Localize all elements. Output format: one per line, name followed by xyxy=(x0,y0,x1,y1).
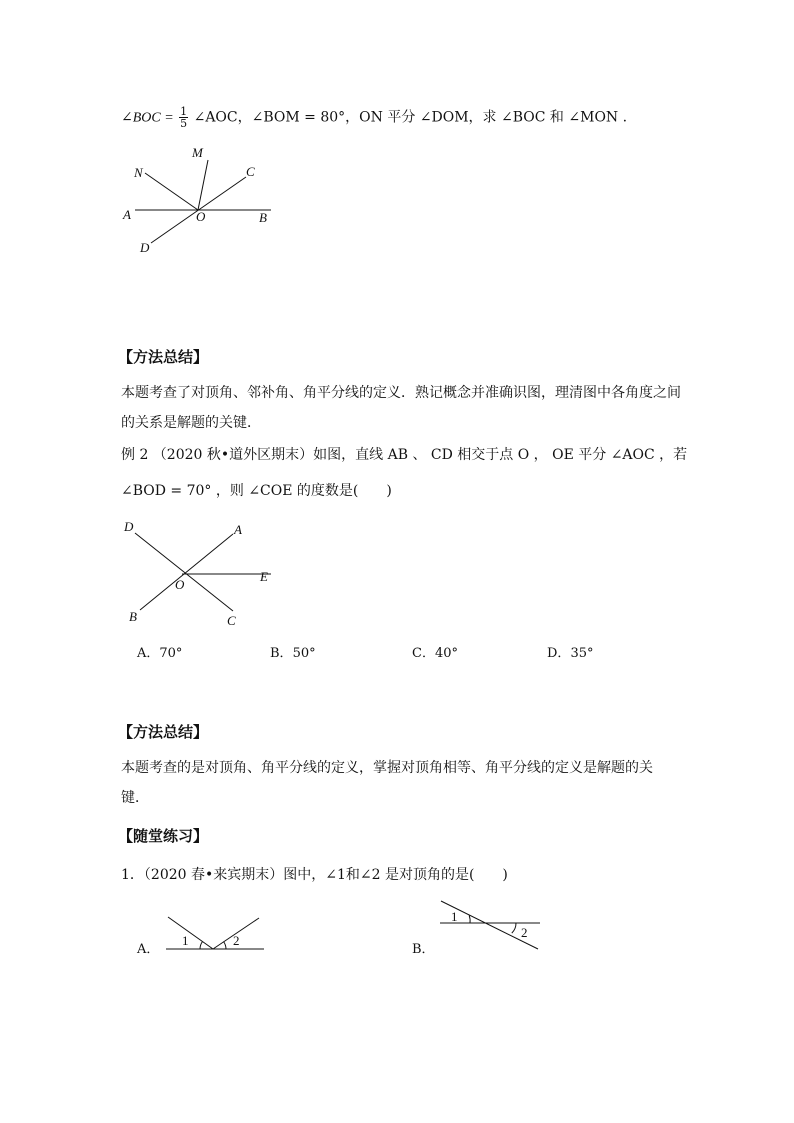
label-b: B xyxy=(129,609,137,624)
line-ba xyxy=(140,534,233,610)
fraction-numerator: 1 xyxy=(180,105,188,118)
label-e: E xyxy=(260,569,268,584)
fraction-denominator: 5 xyxy=(180,117,188,130)
section-heading-practice: 【随堂练习】 xyxy=(118,827,209,845)
option-b-value: 50° xyxy=(292,646,316,661)
label-c: C xyxy=(246,164,255,179)
ray-om xyxy=(198,160,208,210)
ray-on xyxy=(145,173,198,210)
option-a-letter: A． xyxy=(137,646,160,661)
label-a: A xyxy=(123,207,131,222)
fraction-one-fifth xyxy=(179,106,188,129)
angle-1-arc xyxy=(200,942,203,950)
summary-line-2: 的关系是解题的关键． xyxy=(121,415,261,431)
example-2-line-1: 例 2 （2020 秋•道外区期末）如图，直线 AB 、 CD 相交于点 O ， OE 平分 ∠AOC ，若 xyxy=(121,447,688,463)
label-c: C xyxy=(227,613,236,628)
intro-part2: ∠AOC，∠BOM = 80°，ON 平分 ∠DOM，求 ∠BOC 和 ∠MON . xyxy=(193,109,628,126)
option-d[interactable] xyxy=(547,644,593,664)
option-c[interactable] xyxy=(412,644,458,664)
option-b[interactable] xyxy=(270,644,316,664)
label-b: B xyxy=(259,210,267,225)
choice-a-figure xyxy=(160,910,270,955)
label-o: O xyxy=(196,209,206,224)
angle-2-arc xyxy=(224,942,227,950)
option-d-value: 35° xyxy=(570,646,594,661)
option-a-value: 70° xyxy=(159,646,183,661)
angle-1-arc xyxy=(469,915,470,923)
option-c-value: 40° xyxy=(434,646,458,661)
section-heading-method-summary-2: 【方法总结】 xyxy=(118,723,209,741)
label-n: N xyxy=(134,165,143,180)
option-a[interactable] xyxy=(137,644,182,664)
option-b-letter: B． xyxy=(270,646,293,661)
figure-1-diagram xyxy=(115,140,285,260)
angle-1-label: 1 xyxy=(182,933,189,948)
angle-2-arc xyxy=(512,923,516,933)
label-a: A xyxy=(234,522,242,537)
choice-b-label[interactable]: B． xyxy=(412,942,435,957)
choice-a-label[interactable]: A． xyxy=(137,942,160,957)
practice-question-1: 1．（2020 春•来宾期末）图中，∠1和∠2 是对顶角的是( ) xyxy=(121,867,508,883)
line-dc xyxy=(135,533,233,611)
option-d-letter: D． xyxy=(547,646,571,661)
angle-2-label: 2 xyxy=(521,925,528,940)
label-d: D xyxy=(140,240,150,255)
angle-1-label: 1 xyxy=(451,909,458,924)
figure-2-diagram xyxy=(115,515,285,635)
example-2-line-2: ∠BOD = 70° ，则 ∠COE 的度数是( ) xyxy=(121,483,392,499)
label-d: D xyxy=(124,519,134,534)
label-o: O xyxy=(175,577,185,592)
section-heading-method-summary: 【方法总结】 xyxy=(118,348,209,366)
intro-part1: ∠BOC = xyxy=(121,110,174,126)
label-m: M xyxy=(192,145,203,160)
angle-2-label: 2 xyxy=(233,933,240,948)
choice-b-figure xyxy=(435,895,545,955)
summary-2-line-1: 本题考查的是对顶角、角平分线的定义，掌握对顶角相等、角平分线的定义是解题的关 xyxy=(121,760,653,776)
summary-2-line-2: 键． xyxy=(121,790,149,806)
option-c-letter: C． xyxy=(412,646,435,661)
summary-line-1: 本题考查了对顶角、邻补角、角平分线的定义．熟记概念并准确识图，理清图中各角度之间 xyxy=(121,385,681,401)
problem-intro xyxy=(121,106,627,129)
left-line xyxy=(168,917,213,949)
